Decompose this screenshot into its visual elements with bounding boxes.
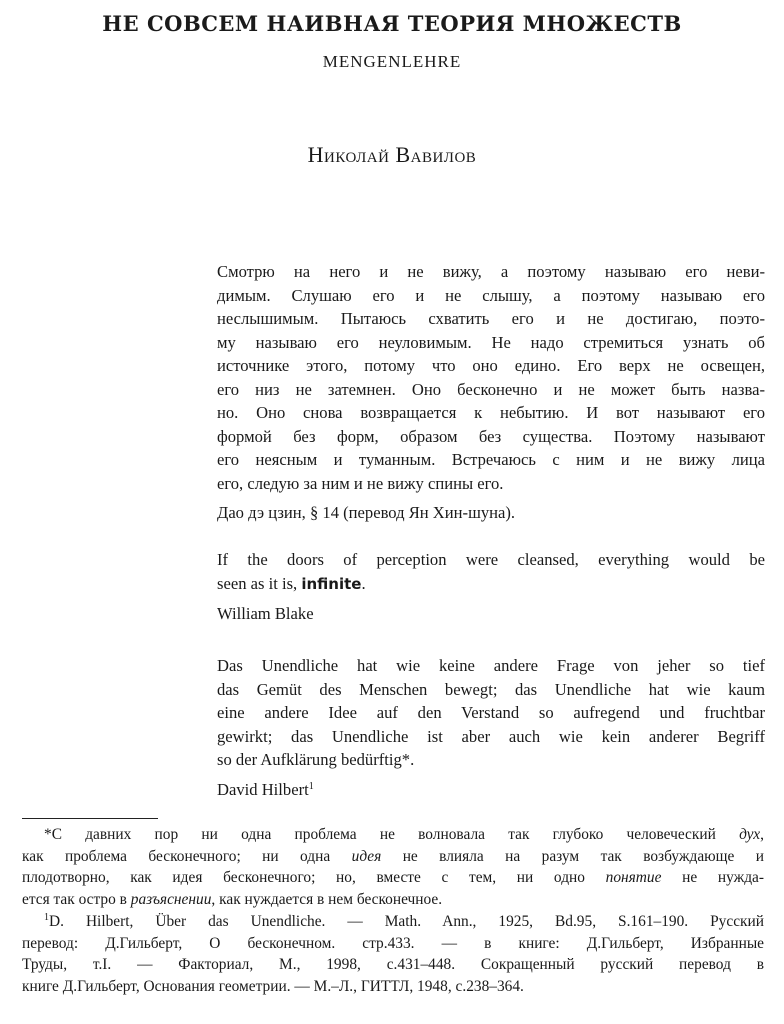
emphasis-infinite: infinite: [301, 574, 362, 593]
footnote-line: [22, 846, 764, 868]
footnote-text: , как нуждается в нем бесконечное.: [211, 891, 443, 909]
footnotes: [22, 824, 764, 998]
epigraph-line: неслышимым. Пытаюсь схватить его и не достигаю, поэто-: [217, 309, 765, 328]
epigraph-source: Дао дэ цзин, § 14 (перевод Ян Хин-шуна).: [217, 503, 516, 522]
footnote-text: ,: [760, 826, 764, 843]
page-subtitle: MENGENLEHRE: [322, 52, 462, 71]
footnote-line: перевод: Д.Гильберт, О бесконечном. стр.433. — в книге: Д.Гильберт, Избранные: [22, 934, 764, 952]
epigraph-line: его, следую за ним и не вижу спины его.: [217, 473, 504, 493]
footnote-text: ется так остро в: [22, 891, 131, 909]
page-title: НЕ СОВСЕМ НАИВНАЯ ТЕОРИЯ МНОЖЕСТВ: [102, 11, 682, 36]
epigraph-text: seen as it is,: [217, 573, 302, 593]
epigraph-line: но. Оно снова возвращается к небытию. И вот называют его: [217, 403, 765, 422]
epigraph-line: gewirkt; das Unendliche ist aber auch wie kein anderer Begriff: [217, 726, 765, 746]
footnote-text: не нужда-: [661, 869, 764, 887]
epigraph-line: das Gemüt des Menschen bewegt; das Unendliche hat wie kaum: [217, 679, 765, 699]
epigraph-line: If the doors of perception were cleansed, everything would be: [217, 550, 765, 569]
footnote-text: D. Hilbert, Über das Unendliche. — Math. Ann., 1925, Bd.95, S.161–190. Русский: [49, 912, 764, 930]
epigraph-line: Смотрю на него и не вижу, а поэтому называю его неви-: [217, 262, 765, 281]
epigraph-line: eine andere Idee auf den Verstand so aufregend und fruchtbar: [217, 703, 765, 722]
footnote-italic: разъяснении: [130, 891, 212, 909]
epigraph-source: [217, 778, 765, 802]
author-name: Николай Вавилов: [307, 142, 477, 167]
footnote-text: плодотворно, как идея бесконечного; но, вместе с тем, ни одно: [22, 869, 606, 887]
footnote-marker: 1: [44, 911, 49, 923]
footnote-italic: идея: [351, 847, 382, 865]
epigraph-line: so der Aufklärung bedürftig*.: [217, 750, 415, 769]
epigraph-line: [217, 572, 765, 597]
epigraph-line: му называю его неуловимым. Не надо стремиться узнать об: [217, 332, 765, 352]
epigraph-source: William Blake: [217, 604, 314, 623]
footnote-marker[interactable]: 1: [308, 780, 314, 792]
footnote-line: [22, 824, 764, 846]
epigraph-hilbert: [217, 654, 765, 801]
footnote-line: книге Д.Гильберт, Основания геометрии. — М.–Л., ГИТТЛ, 1948, с.238–364.: [22, 977, 524, 995]
epigraph-text: .: [361, 573, 366, 593]
footnote-line: [22, 889, 764, 911]
epigraph-blake: [217, 548, 765, 626]
footnote-line: Труды, т.I. — Факториал, М., 1998, с.431–448. Сокращенный русский перевод в: [22, 956, 764, 974]
footnote-text: не влияла на разум так возбуждающе и: [381, 847, 764, 865]
epigraph-line: димым. Слушаю его и не слышу, а поэтому называю его: [217, 285, 765, 305]
epigraph-line: источнике этого, потому что оно едино. Его верх не освещен,: [217, 356, 765, 375]
epigraph-line: формой без форм, образом без существа. Поэтому называют: [217, 426, 765, 446]
epigraph-tao: [217, 260, 765, 525]
source-name: David Hilbert: [217, 779, 309, 799]
epigraph-line: Das Unendliche hat wie keine andere Frage von jeher so tief: [217, 656, 765, 675]
epigraph-line: его низ не затемнен. Оно бесконечно и не может быть назва-: [217, 379, 765, 399]
footnote-line: [22, 867, 764, 889]
footnote-italic: дух: [739, 826, 761, 843]
footnote-line: [22, 911, 764, 933]
footnote-text: как проблема бесконечного; ни одна: [22, 847, 352, 865]
footnote-italic: понятие: [605, 869, 662, 887]
epigraph-line: его неясным и туманным. Встречаюсь с ним и не вижу лица: [217, 450, 765, 469]
footnote-text: *С давних пор ни одна проблема не волновала так глубоко человеческий: [44, 826, 740, 843]
footnote-rule: [22, 818, 158, 819]
